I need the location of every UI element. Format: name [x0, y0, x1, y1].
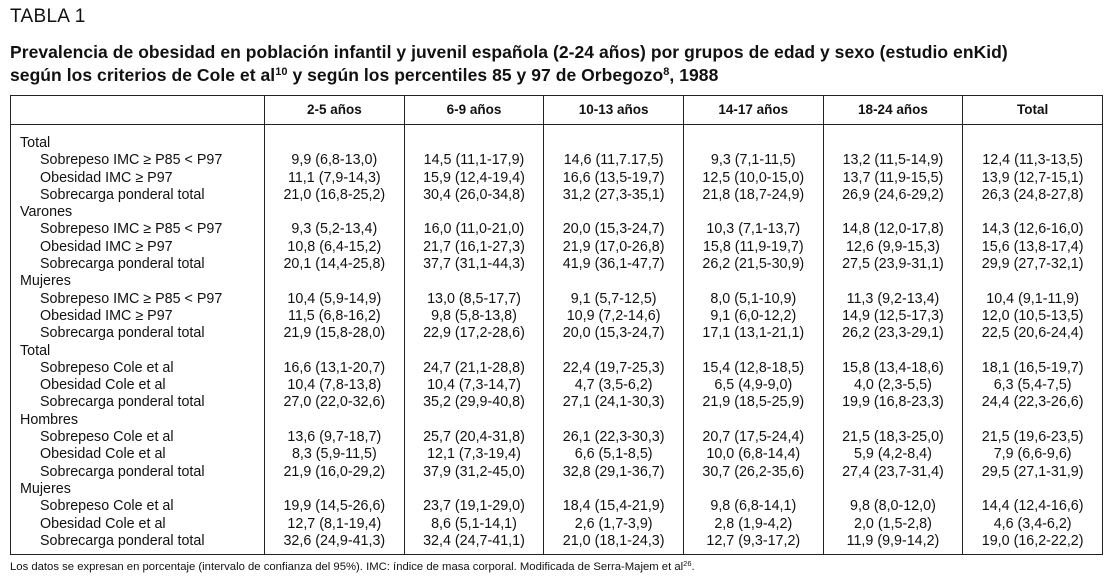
table-cell: 8,6 (5,1-14,1)	[404, 516, 544, 533]
table-number: TABLA 1	[10, 6, 86, 27]
table-cell: 20,1 (14,4-25,8)	[265, 256, 405, 273]
table-cell: 12,4 (11,3-13,5)	[963, 152, 1103, 169]
title-line-1: Prevalencia de obesidad en población infantil y juvenil española (2-24 años) por grupos de edad y sexo (estudio enKid)	[10, 42, 1008, 62]
table-cell: 14,5 (11,1-17,9)	[404, 152, 544, 169]
column-header: 18-24 años	[823, 96, 963, 125]
table-row	[11, 498, 1103, 515]
table-cell: 13,7 (11,9-15,5)	[823, 170, 963, 187]
table-cell: 9,1 (5,7-12,5)	[544, 291, 684, 308]
table-cell: 2,8 (1,9-4,2)	[683, 516, 823, 533]
table-cell	[265, 273, 405, 290]
row-label: Sobrepeso Cole et al	[40, 359, 174, 376]
document	[10, 6, 1105, 574]
table-row	[11, 308, 1103, 325]
group-label: Varones	[20, 204, 73, 221]
table-cell	[544, 343, 684, 360]
table-title	[10, 41, 1105, 87]
table-cell	[404, 481, 544, 498]
table-cell: 10,4 (7,8-13,8)	[265, 377, 405, 394]
table-cell: 26,2 (21,5-30,9)	[683, 256, 823, 273]
table-cell: 35,2 (29,9-40,8)	[404, 394, 544, 411]
group-row	[11, 204, 1103, 221]
table-cell: 10,4 (7,3-14,7)	[404, 377, 544, 394]
table-cell	[544, 204, 684, 221]
table-cell: 14,3 (12,6-16,0)	[963, 221, 1103, 238]
table-cell: 27,0 (22,0-32,6)	[265, 394, 405, 411]
table-cell: 30,4 (26,0-34,8)	[404, 187, 544, 204]
table-cell	[683, 204, 823, 221]
table-cell: 29,5 (27,1-31,9)	[963, 464, 1103, 481]
table-cell	[823, 125, 963, 153]
group-row	[11, 125, 1103, 153]
table-cell: 12,0 (10,5-13,5)	[963, 308, 1103, 325]
table-cell	[265, 412, 405, 429]
table-cell: 5,9 (4,2-8,4)	[823, 446, 963, 463]
table-row	[11, 429, 1103, 446]
table-cell: 2,0 (1,5-2,8)	[823, 516, 963, 533]
header-row	[11, 96, 1103, 125]
table-cell	[404, 412, 544, 429]
table-cell: 26,1 (22,3-30,3)	[544, 429, 684, 446]
table-row	[11, 377, 1103, 394]
title-text: y según los percentiles 85 y 97 de Orbegozo	[287, 65, 664, 85]
table-cell	[683, 412, 823, 429]
table-cell: 26,2 (23,3-29,1)	[823, 325, 963, 342]
table-cell: 13,9 (12,7-15,1)	[963, 170, 1103, 187]
table-cell: 8,0 (5,1-10,9)	[683, 291, 823, 308]
title-text: según los criterios de Cole et al	[10, 65, 276, 85]
table-cell	[683, 125, 823, 153]
table-cell	[265, 204, 405, 221]
table-cell: 6,6 (5,1-8,5)	[544, 446, 684, 463]
column-header: 14-17 años	[683, 96, 823, 125]
table-row	[11, 533, 1103, 555]
group-row	[11, 273, 1103, 290]
table-row	[11, 187, 1103, 204]
table-cell	[404, 343, 544, 360]
table-cell: 37,7 (31,1-44,3)	[404, 256, 544, 273]
table-cell: 9,8 (6,8-14,1)	[683, 498, 823, 515]
table-cell: 27,4 (23,7-31,4)	[823, 464, 963, 481]
table-row	[11, 516, 1103, 533]
table-cell	[404, 125, 544, 153]
table-cell: 22,5 (20,6-24,4)	[963, 325, 1103, 342]
table-cell	[265, 481, 405, 498]
table-cell: 22,4 (19,7-25,3)	[544, 360, 684, 377]
group-label: Total	[20, 135, 51, 151]
table-cell: 15,8 (13,4-18,6)	[823, 360, 963, 377]
table-cell: 19,9 (14,5-26,6)	[265, 498, 405, 515]
table-cell: 22,9 (17,2-28,6)	[404, 325, 544, 342]
table-cell: 19,0 (16,2-22,2)	[963, 533, 1103, 555]
row-label: Obesidad Cole et al	[40, 377, 166, 394]
header-empty-cell	[11, 96, 265, 125]
table-row	[11, 221, 1103, 238]
row-label: Sobrecarga ponderal total	[40, 256, 205, 273]
table-cell: 11,3 (9,2-13,4)	[823, 291, 963, 308]
row-label: Obesidad IMC ≥ P97	[40, 238, 173, 255]
column-header: 6-9 años	[404, 96, 544, 125]
table-cell: 13,2 (11,5-14,9)	[823, 152, 963, 169]
table-cell: 11,5 (6,8-16,2)	[265, 308, 405, 325]
table-cell	[265, 125, 405, 153]
row-label: Obesidad Cole et al	[40, 446, 166, 463]
table-cell: 32,6 (24,9-41,3)	[265, 533, 405, 555]
table-cell: 18,4 (15,4-21,9)	[544, 498, 684, 515]
table-cell: 32,8 (29,1-36,7)	[544, 464, 684, 481]
table-row	[11, 360, 1103, 377]
table-cell: 21,9 (16,0-29,2)	[265, 464, 405, 481]
group-row	[11, 481, 1103, 498]
table-cell: 27,1 (24,1-30,3)	[544, 394, 684, 411]
table-cell: 10,4 (9,1-11,9)	[963, 291, 1103, 308]
table-cell: 13,6 (9,7-18,7)	[265, 429, 405, 446]
group-label: Hombres	[20, 411, 78, 428]
title-line-2	[10, 64, 1105, 87]
table-cell: 10,3 (7,1-13,7)	[683, 221, 823, 238]
table-cell: 32,4 (24,7-41,1)	[404, 533, 544, 555]
table-cell: 29,9 (27,7-32,1)	[963, 256, 1103, 273]
row-label: Sobrecarga ponderal total	[40, 186, 205, 203]
table-cell: 20,7 (17,5-24,4)	[683, 429, 823, 446]
table-cell: 21,9 (15,8-28,0)	[265, 325, 405, 342]
table-row	[11, 446, 1103, 463]
row-label: Obesidad IMC ≥ P97	[40, 169, 173, 186]
table-cell	[823, 204, 963, 221]
table-cell: 12,5 (10,0-15,0)	[683, 170, 823, 187]
table-cell: 12,7 (9,3-17,2)	[683, 533, 823, 555]
column-header: 2-5 años	[265, 96, 405, 125]
table-cell: 19,9 (16,8-23,3)	[823, 394, 963, 411]
table-cell: 20,0 (15,3-24,7)	[544, 221, 684, 238]
table-cell: 15,6 (13,8-17,4)	[963, 239, 1103, 256]
table-cell: 7,9 (6,6-9,6)	[963, 446, 1103, 463]
table-body	[11, 125, 1103, 555]
table-cell: 30,7 (26,2-35,6)	[683, 464, 823, 481]
table-cell: 21,5 (18,3-25,0)	[823, 429, 963, 446]
row-label: Sobrepeso Cole et al	[40, 498, 174, 515]
table-cell: 21,9 (18,5-25,9)	[683, 394, 823, 411]
row-label: Sobrecarga ponderal total	[40, 532, 205, 549]
table-cell: 18,1 (16,5-19,7)	[963, 360, 1103, 377]
table-cell: 41,9 (36,1-47,7)	[544, 256, 684, 273]
table-cell: 13,0 (8,5-17,7)	[404, 291, 544, 308]
table-cell: 15,4 (12,8-18,5)	[683, 360, 823, 377]
table-cell: 21,5 (19,6-23,5)	[963, 429, 1103, 446]
table-cell: 14,9 (12,5-17,3)	[823, 308, 963, 325]
table-cell: 20,0 (15,3-24,7)	[544, 325, 684, 342]
footnote-end: .	[691, 561, 695, 574]
table-row	[11, 170, 1103, 187]
table-cell: 31,2 (27,3-35,1)	[544, 187, 684, 204]
table-cell: 9,1 (6,0-12,2)	[683, 308, 823, 325]
column-header: Total	[963, 96, 1103, 125]
table-cell	[963, 412, 1103, 429]
column-header: 10-13 años	[544, 96, 684, 125]
table-cell	[404, 204, 544, 221]
table-cell: 9,8 (8,0-12,0)	[823, 498, 963, 515]
row-label: Sobrecarga ponderal total	[40, 394, 205, 411]
table-cell: 4,0 (2,3-5,5)	[823, 377, 963, 394]
table-cell: 9,8 (5,8-13,8)	[404, 308, 544, 325]
table-cell: 12,7 (8,1-19,4)	[265, 516, 405, 533]
table-cell: 4,6 (3,4-6,2)	[963, 516, 1103, 533]
group-label: Mujeres	[20, 273, 71, 290]
table-cell: 15,9 (12,4-19,4)	[404, 170, 544, 187]
table-cell: 8,3 (5,9-11,5)	[265, 446, 405, 463]
table-cell	[963, 273, 1103, 290]
table-cell: 21,0 (18,1-24,3)	[544, 533, 684, 555]
table-row	[11, 256, 1103, 273]
table-cell	[963, 343, 1103, 360]
table-cell: 21,8 (18,7-24,9)	[683, 187, 823, 204]
table-row	[11, 464, 1103, 481]
table-row	[11, 291, 1103, 308]
table-cell: 6,5 (4,9-9,0)	[683, 377, 823, 394]
table-cell	[544, 273, 684, 290]
table-cell: 4,7 (3,5-6,2)	[544, 377, 684, 394]
table-cell: 37,9 (31,2-45,0)	[404, 464, 544, 481]
table-cell: 11,1 (7,9-14,3)	[265, 170, 405, 187]
table-cell	[683, 273, 823, 290]
table-cell: 23,7 (19,1-29,0)	[404, 498, 544, 515]
table-cell: 25,7 (20,4-31,8)	[404, 429, 544, 446]
table-cell	[963, 481, 1103, 498]
row-label: Obesidad Cole et al	[40, 515, 166, 532]
table-cell: 2,6 (1,7-3,9)	[544, 516, 684, 533]
table-cell: 10,4 (5,9-14,9)	[265, 291, 405, 308]
table-cell	[404, 273, 544, 290]
table-cell: 24,7 (21,1-28,8)	[404, 360, 544, 377]
table-cell	[265, 343, 405, 360]
table-cell: 10,8 (6,4-15,2)	[265, 239, 405, 256]
table-cell	[683, 343, 823, 360]
table-cell: 12,1 (7,3-19,4)	[404, 446, 544, 463]
table-footnote	[10, 560, 1105, 574]
table-cell: 9,9 (6,8-13,0)	[265, 152, 405, 169]
table-cell: 26,9 (24,6-29,2)	[823, 187, 963, 204]
table-cell: 9,3 (5,2-13,4)	[265, 221, 405, 238]
table-cell	[963, 204, 1103, 221]
table-cell: 6,3 (5,4-7,5)	[963, 377, 1103, 394]
table-cell: 14,4 (12,4-16,6)	[963, 498, 1103, 515]
table-cell: 16,0 (11,0-21,0)	[404, 221, 544, 238]
table-cell	[823, 273, 963, 290]
table-cell: 16,6 (13,1-20,7)	[265, 360, 405, 377]
group-label: Total	[20, 342, 51, 359]
table-row	[11, 325, 1103, 342]
table-cell: 27,5 (23,9-31,1)	[823, 256, 963, 273]
row-label: Sobrecarga ponderal total	[40, 325, 205, 342]
reference-superscript: 26	[683, 559, 692, 569]
table-row	[11, 394, 1103, 411]
table-cell	[544, 125, 684, 153]
table-cell: 24,4 (22,3-26,6)	[963, 394, 1103, 411]
table-cell: 17,1 (13,1-21,1)	[683, 325, 823, 342]
table-cell	[544, 412, 684, 429]
row-label: Sobrepeso IMC ≥ P85 < P97	[40, 152, 223, 169]
table-cell	[544, 481, 684, 498]
table-cell	[823, 343, 963, 360]
row-label: Obesidad IMC ≥ P97	[40, 307, 173, 324]
title-text: , 1988	[669, 65, 719, 85]
table-cell: 14,8 (12,0-17,8)	[823, 221, 963, 238]
table-cell: 26,3 (24,8-27,8)	[963, 187, 1103, 204]
data-table	[10, 95, 1103, 555]
reference-superscript: 10	[275, 66, 288, 78]
table-cell: 14,6 (11,7.17,5)	[544, 152, 684, 169]
group-row	[11, 412, 1103, 429]
reference-superscript: 8	[663, 66, 670, 78]
table-cell: 21,0 (16,8-25,2)	[265, 187, 405, 204]
row-label: Sobrecarga ponderal total	[40, 463, 205, 480]
table-cell: 21,7 (16,1-27,3)	[404, 239, 544, 256]
table-cell	[823, 481, 963, 498]
table-cell: 15,8 (11,9-19,7)	[683, 239, 823, 256]
table-cell	[823, 412, 963, 429]
table-cell: 10,0 (6,8-14,4)	[683, 446, 823, 463]
table-row	[11, 239, 1103, 256]
group-row	[11, 343, 1103, 360]
table-row	[11, 152, 1103, 169]
table-cell: 16,6 (13,5-19,7)	[544, 170, 684, 187]
row-label: Sobrepeso Cole et al	[40, 429, 174, 446]
footnote-text: Los datos se expresan en porcentaje (intervalo de confianza del 95%). IMC: índice de masa corporal. Modificada de Serra-Majem et al	[10, 561, 684, 574]
row-label: Sobrepeso IMC ≥ P85 < P97	[40, 221, 223, 238]
table-cell	[963, 125, 1103, 153]
row-label: Sobrepeso IMC ≥ P85 < P97	[40, 290, 223, 307]
table-cell: 12,6 (9,9-15,3)	[823, 239, 963, 256]
table-cell	[683, 481, 823, 498]
table-cell: 10,9 (7,2-14,6)	[544, 308, 684, 325]
table-cell: 11,9 (9,9-14,2)	[823, 533, 963, 555]
table-header	[11, 96, 1103, 125]
table-cell: 9,3 (7,1-11,5)	[683, 152, 823, 169]
group-label: Mujeres	[20, 480, 71, 497]
table-cell: 21,9 (17,0-26,8)	[544, 239, 684, 256]
